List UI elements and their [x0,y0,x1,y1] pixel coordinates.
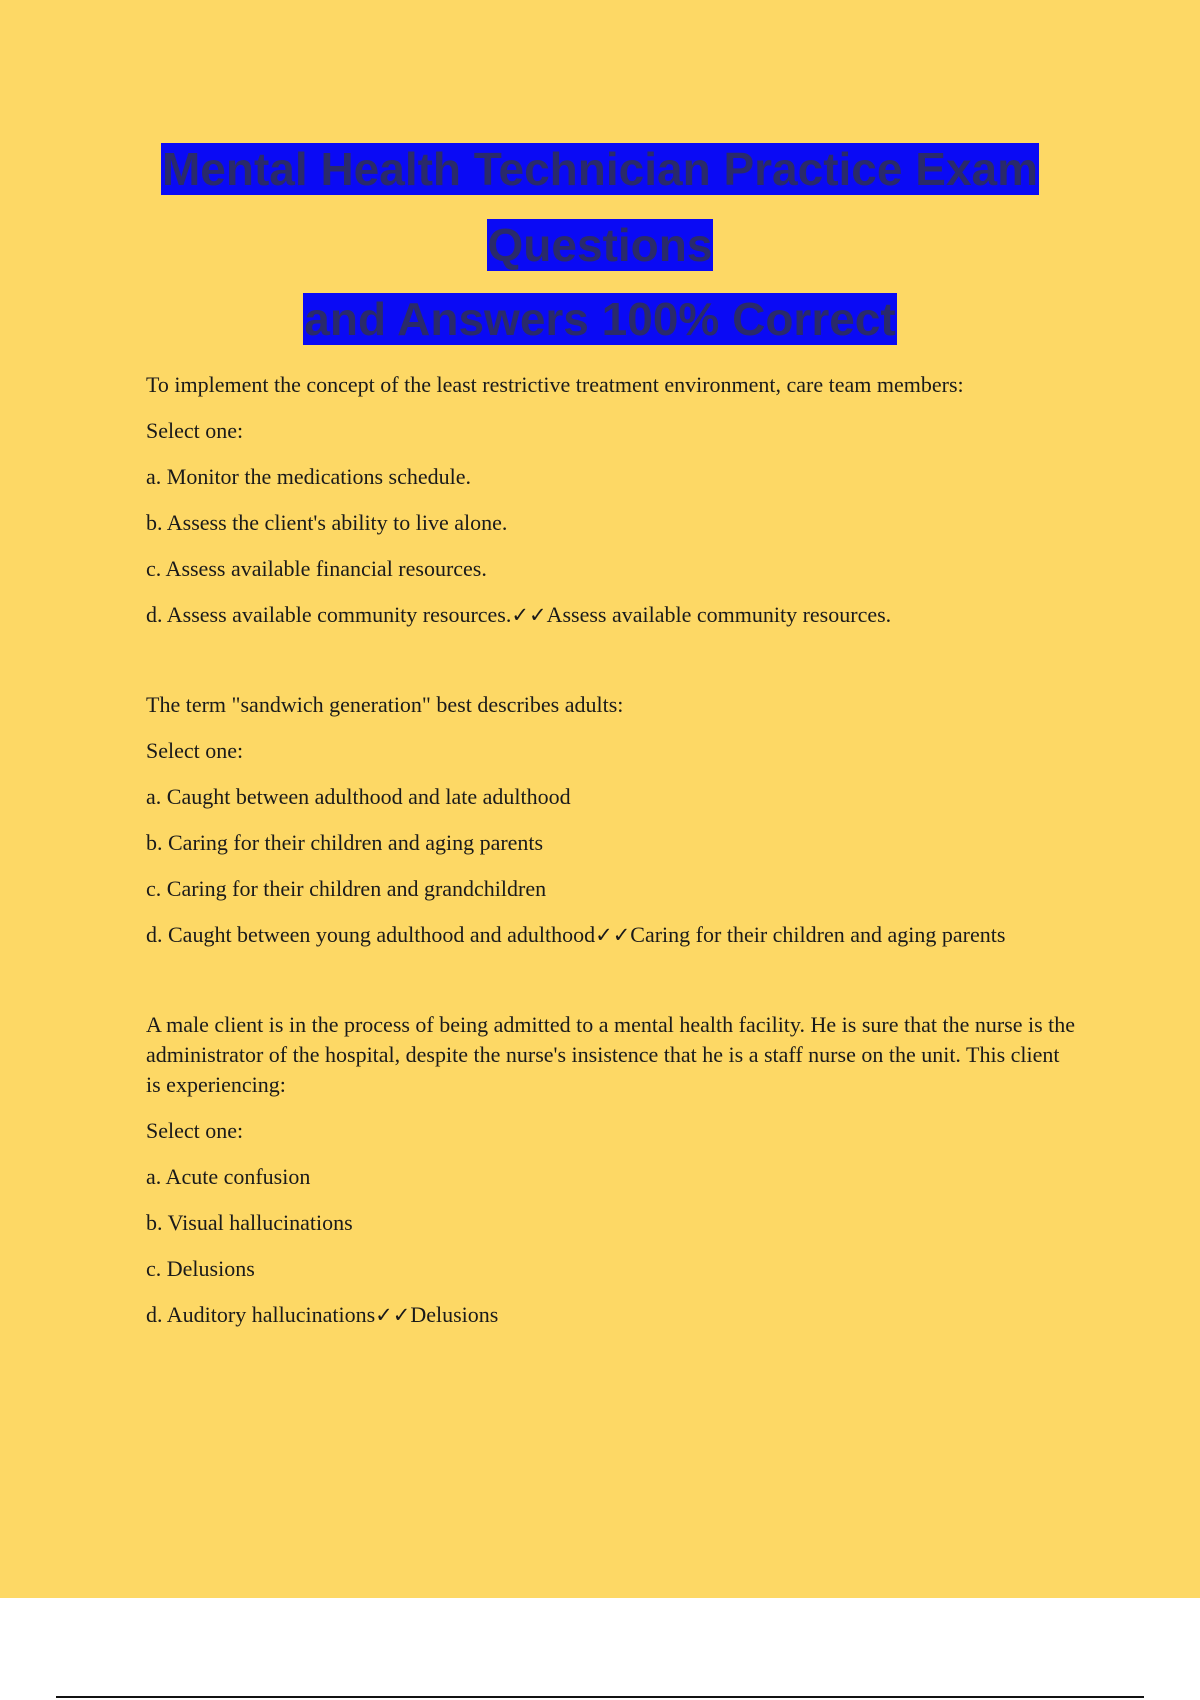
document-title [0,143,1200,369]
select-one-label: Select one: [146,418,244,443]
question-2 [146,690,1076,950]
option-b: b. Visual hallucinations [146,1210,353,1235]
select-one-label: Select one: [146,738,244,763]
double-check-icon: ✓✓ [511,603,547,627]
option-a: a. Monitor the medications schedule. [146,464,472,489]
title-line-2: Questions [487,219,713,271]
answer-text: Caring for their children and aging parents [630,922,1006,947]
option-c: c. Caring for their children and grandchildren [146,876,547,901]
question-list [146,370,1076,1330]
option-d-with-answer [146,600,1076,630]
question-prompt: The term "sandwich generation" best describes adults: [146,692,624,717]
option-c: c. Assess available financial resources. [146,556,487,581]
double-check-icon: ✓✓ [375,1303,411,1327]
answer-text: Assess available community resources. [546,602,892,627]
select-one-label: Select one: [146,1118,244,1143]
question-1 [146,370,1076,630]
option-b: b. Assess the client's ability to live alone. [146,510,508,535]
option-a: a. Acute confusion [146,1164,311,1189]
question-3 [146,1010,1076,1330]
double-check-icon: ✓✓ [595,923,631,947]
question-prompt: To implement the concept of the least restrictive treatment environment, care team members: [146,372,964,397]
option-d: d. Assess available community resources. [146,602,512,627]
option-d-with-answer [146,1300,1076,1330]
option-d: d. Caught between young adulthood and adulthood [146,922,596,947]
option-d-with-answer [146,920,1076,950]
answer-text: Delusions [410,1302,499,1327]
title-line-1: Mental Health Technician Practice Exam [161,143,1039,195]
option-b: b. Caring for their children and aging parents [146,830,544,855]
option-c: c. Delusions [146,1256,255,1281]
footer-divider [56,1696,1144,1698]
title-line-3: and Answers 100% Correct [304,293,896,345]
question-prompt: A male client is in the process of being admitted to a mental health facility. He is sure that the nurse is the administrator of the hospital, despite the nurse's insistence that he is a staff nurse on the unit. This client is experiencing: [146,1012,1076,1097]
option-d: d. Auditory hallucinations [146,1302,376,1327]
option-a: a. Caught between adulthood and late adulthood [146,784,571,809]
